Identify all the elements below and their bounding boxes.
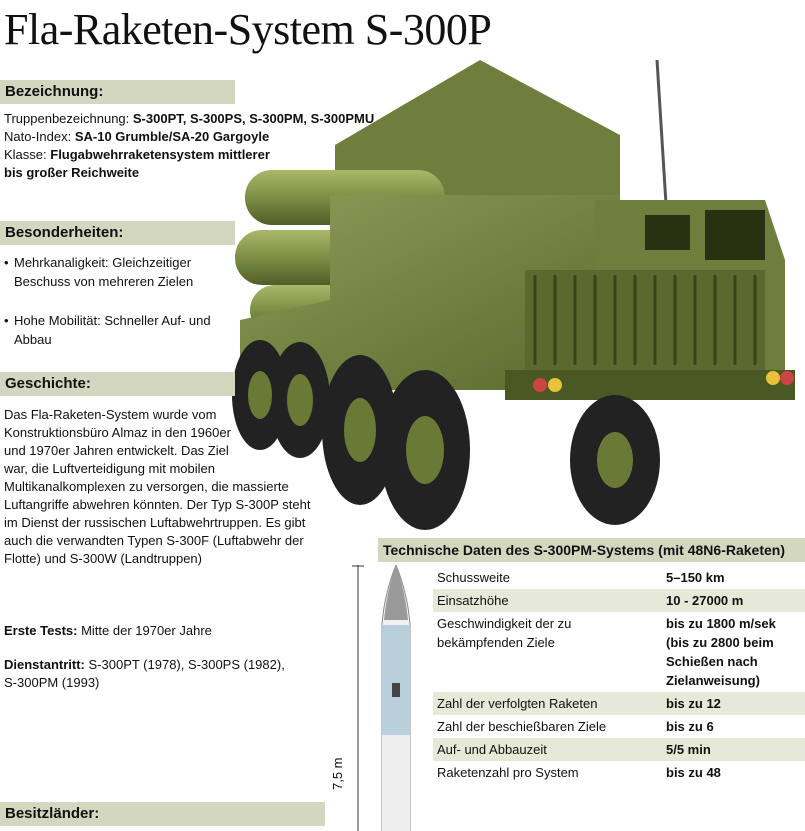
section-heading-besitzlaender: Besitzländer:	[0, 802, 325, 826]
bezeichnung-line: Nato-Index: SA-10 Grumble/SA-20 Gargoyle	[4, 129, 270, 144]
table-row: Zahl der beschießbaren Ziele bis zu 6	[437, 719, 714, 734]
section-heading-besonderheiten: Besonderheiten:	[0, 221, 235, 245]
section-heading-bezeichnung: Bezeichnung:	[0, 80, 235, 104]
bezeichnung-line: bis großer Reichweite	[4, 165, 140, 180]
bezeichnung-block	[4, 110, 404, 182]
bezeichnung-line: Truppenbezeichnung: S-300PT, S-300PS, S-300PM, S-300PMU	[4, 111, 375, 126]
bullet-icon: •	[4, 313, 9, 328]
bezeichnung-line: Klasse: Flugabwehrraketensystem mittlerer	[4, 147, 270, 162]
missile-48n6-illustration	[350, 565, 420, 831]
table-row: Schussweite 5–150 km	[437, 570, 725, 585]
dienstantritt: Dienstantritt: S-300PT (1978), S-300PS (1982), S-300PM (1993)	[4, 657, 285, 690]
missile-length-label: 7,5 m	[330, 757, 345, 790]
table-row: Zahl der verfolgten Raketen bis zu 12	[433, 692, 805, 715]
page-title: Fla-Raketen-System S-300P	[4, 5, 492, 54]
bullet-icon: •	[4, 255, 9, 270]
geschichte-text: Das Fla-Raketen-System wurde vom Konstruktionsbüro Almaz in den 1960er und 1970er Jahren entwickelt. Das Ziel war, die Luftverteidigung mit mobilen Multikanalkomplexen zu versorgen, die massierte Luftangriffe abwehren könnten. Der Typ S-300P steht im Dienst der russischen Luftabwehrtruppen. Es gibt auch die verwandten Typen S-300F (Luftabwehr der Flotte) und S-300W (Landtruppen)	[4, 407, 311, 566]
erste-tests: Erste Tests: Mitte der 1970er Jahre	[4, 623, 212, 638]
tech-data-table	[433, 566, 805, 784]
tech-data-heading: Technische Daten des S-300PM-Systems (mit 48N6-Raketen)	[378, 538, 805, 562]
table-row: Einsatzhöhe 10 - 27000 m	[433, 589, 805, 612]
table-row: Auf- und Abbauzeit 5/5 min	[433, 738, 805, 761]
table-row: Raketenzahl pro System bis zu 48	[437, 765, 721, 780]
section-heading-geschichte: Geschichte:	[0, 372, 235, 396]
bullet-item: • Hohe Mobilität: Schneller Auf- und Abbau	[4, 313, 211, 347]
bullet-item: • Mehrkanaligkeit: Gleichzeitiger Beschuss von mehreren Zielen	[4, 255, 194, 289]
table-row: Geschwindigkeit der zu bekämpfenden Ziele bis zu 1800 m/sek (bis zu 2800 beim Schießen nach Zielanweisung)	[437, 616, 776, 688]
